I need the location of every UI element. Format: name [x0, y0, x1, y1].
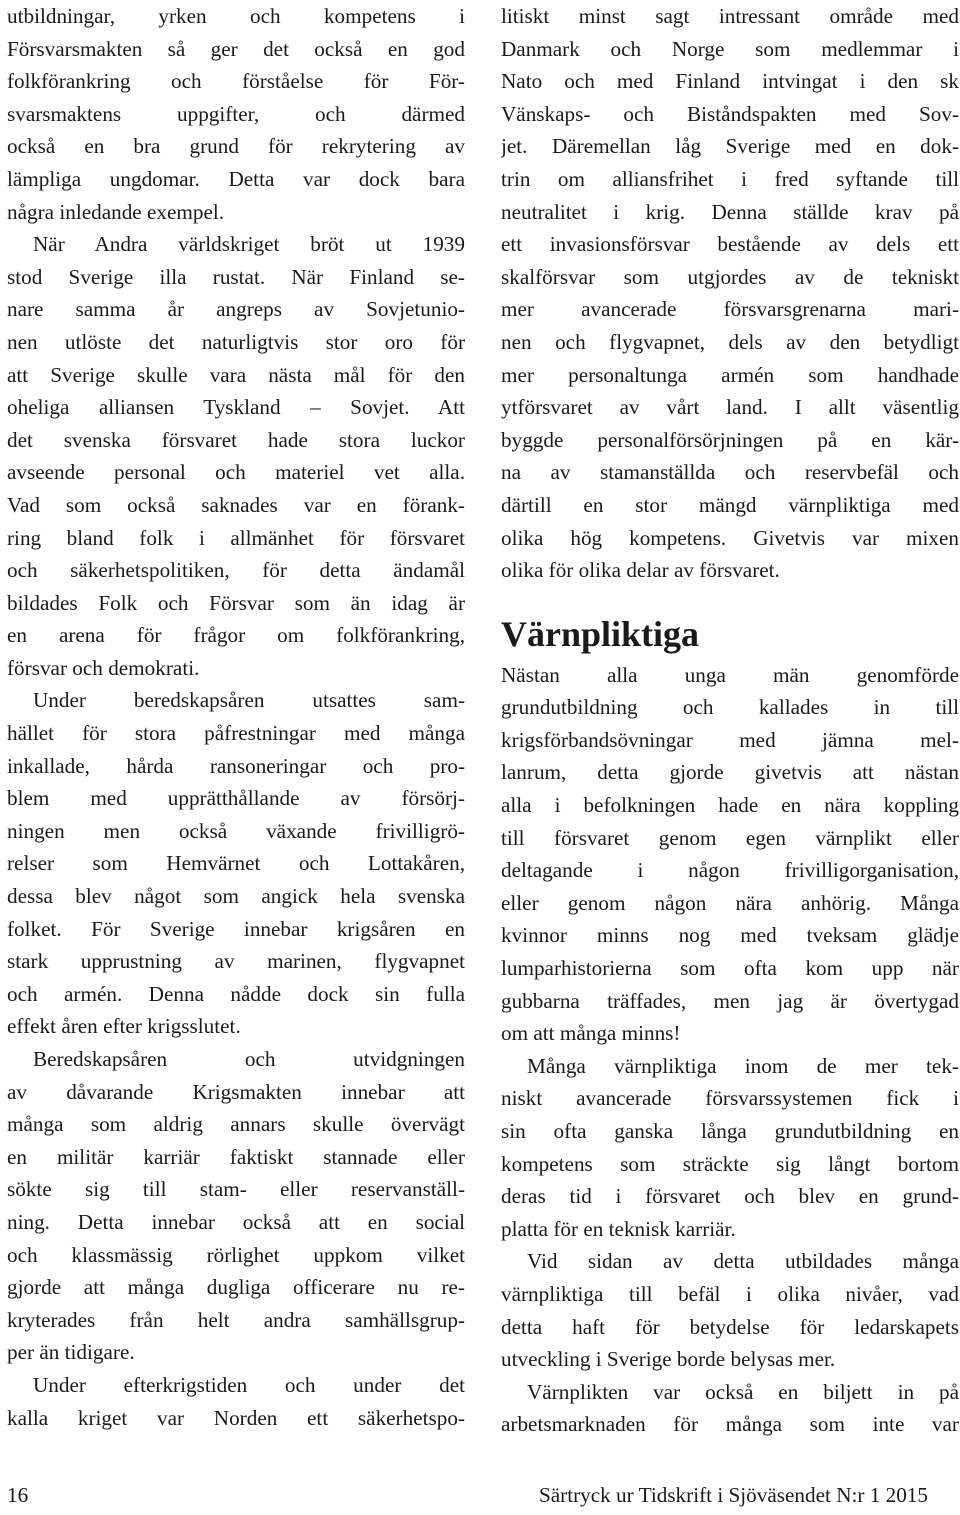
text-line: Beredskapsåren och utvidgningen: [33, 1047, 465, 1071]
text-line: ring bland folk i allmänhet för försvaret: [7, 525, 465, 550]
publication-footer: Särtryck ur Tidskrift i Sjöväsendet N:r 1 2015: [538, 1483, 928, 1507]
text-line: Nästan alla unga män genomförde: [501, 662, 959, 687]
text-line: lämpliga ungdomar. Detta var dock bara: [7, 166, 465, 191]
text-line: och säkerhetspolitiken, för detta ändamål: [7, 558, 465, 583]
text-line: oheliga alliansen Tyskland – Sovjet. Att: [7, 395, 465, 420]
text-line: trin om alliansfrihet i fred syftande till: [501, 166, 959, 191]
text-line: nen och flygvapnet, dels av den betydligt: [501, 329, 959, 354]
text-line: folket. För Sverige innebar krigsåren en: [7, 916, 465, 941]
text-line: utveckling i Sverige borde belysas mer.: [501, 1347, 836, 1372]
text-line: litiskt minst sagt intressant område med: [501, 4, 959, 28]
text-line: detta haft för betydelse för ledarskapets: [501, 1314, 959, 1339]
text-line: ningen men också växande frivilligrö-: [7, 818, 465, 843]
text-line: inkallade, hårda ransoneringar och pro-: [7, 753, 465, 778]
text-line: Många värnpliktiga inom de mer tek-: [527, 1053, 959, 1078]
text-line: effekt åren efter krigsslutet.: [7, 1014, 241, 1039]
text-line: dessa blev något som angick hela svenska: [7, 884, 465, 909]
text-line: olika hög kompetens. Givetvis var mixen: [501, 525, 959, 550]
text-line: niskt avancerade försvarssystemen fick i: [501, 1086, 959, 1111]
text-line: Vid sidan av detta utbildades många: [527, 1249, 959, 1274]
text-line: olika för olika delar av försvaret.: [501, 558, 780, 583]
text-line: ett invasionsförsvar bestående av dels ett: [501, 232, 959, 257]
text-line: det svenska försvaret hade stora luckor: [7, 427, 465, 452]
text-line: kvinnor minns nog med tveksam glädje: [501, 923, 959, 948]
text-line: lanrum, detta gjorde givetvis att nästan: [501, 760, 959, 785]
right-column-body-top: [501, 0, 959, 587]
text-line: ning. Detta innebar också att en social: [7, 1209, 465, 1234]
left-text-column: [7, 0, 465, 1434]
page-number: 16: [7, 1483, 29, 1507]
right-column-body-bottom: [501, 659, 959, 1441]
text-line: till försvaret genom egen värnplikt eller: [501, 825, 959, 850]
text-line: mer personaltunga armén som handhade: [501, 362, 959, 387]
text-line: Vad som också saknades var en förank-: [7, 492, 465, 517]
text-line: Under beredskapsåren utsattes sam-: [33, 688, 465, 713]
text-line: grundutbildning och kallades in till: [501, 695, 959, 720]
text-line: gubbarna träffades, men jag är övertygad: [501, 988, 959, 1013]
text-line: ytförsvaret av vårt land. I allt väsentlig: [501, 395, 959, 420]
text-line: krigsförbandsövningar med jämna mel-: [501, 727, 959, 752]
text-line: och klassmässig rörlighet uppkom vilket: [7, 1242, 465, 1267]
text-line: relser som Hemvärnet och Lottakåren,: [7, 851, 465, 876]
text-line: lumparhistorierna som ofta kom upp när: [501, 956, 959, 981]
text-line: neutralitet i krig. Denna ställde krav på: [501, 199, 959, 224]
text-line: jet. Däremellan låg Sverige med en dok-: [501, 134, 959, 159]
text-line: Danmark och Norge som medlemmar i: [501, 36, 959, 61]
text-line: om att många minns!: [501, 1021, 681, 1046]
text-line: Nato och med Finland intvingat i den sk: [501, 69, 959, 94]
text-line: kryterades från helt andra samhällsgrup-: [7, 1307, 465, 1332]
text-line: svarsmaktens uppgifter, och därmed: [7, 101, 465, 126]
text-line: av dåvarande Krigsmakten innebar att: [7, 1079, 465, 1104]
text-line: nare samma år angreps av Sovjetunio-: [7, 297, 465, 322]
text-line: att Sverige skulle vara nästa mål för den: [7, 362, 465, 387]
text-line: en militär karriär faktiskt stannade eller: [7, 1144, 465, 1169]
text-line: gjorde att många dugliga officerare nu re-: [7, 1275, 465, 1300]
text-line: deras tid i försvaret och blev en grund-: [501, 1184, 959, 1209]
text-line: sin ofta ganska långa grundutbildning en: [501, 1119, 959, 1143]
section-heading: Värnpliktiga: [501, 613, 700, 654]
text-line: Värnplikten var också en biljett in på: [527, 1379, 959, 1404]
text-line: värnpliktiga till befäl i olika nivåer, vad: [501, 1281, 959, 1306]
right-text-column: [501, 0, 959, 1441]
text-line: också en bra grund för rekrytering av: [7, 134, 465, 159]
text-line: deltagande i någon frivilligorganisation,: [501, 858, 959, 883]
text-line: arbetsmarknaden för många som inte var: [501, 1412, 959, 1437]
text-line: bildades Folk och Försvar som än idag är: [7, 590, 465, 615]
text-line: utbildningar, yrken och kompetens i: [7, 4, 465, 28]
text-line: försvar och demokrati.: [7, 655, 200, 680]
text-line: stark upprustning av marinen, flygvapnet: [7, 949, 465, 974]
text-line: per än tidigare.: [7, 1340, 135, 1365]
text-line: folkförankring och förståelse för För-: [7, 69, 465, 94]
text-line: och armén. Denna nådde dock sin fulla: [7, 981, 465, 1006]
text-line: många som aldrig annars skulle övervägt: [7, 1112, 465, 1137]
text-line: hället för stora påfrestningar med många: [7, 721, 465, 746]
text-line: alla i befolkningen hade en nära koppling: [501, 793, 959, 818]
text-line: kalla kriget var Norden ett säkerhetspo-: [7, 1405, 465, 1430]
text-line: När Andra världskriget bröt ut 1939: [33, 232, 465, 257]
text-line: stod Sverige illa rustat. När Finland se-: [7, 264, 465, 289]
text-line: en arena för frågor om folkförankring,: [7, 623, 465, 648]
text-line: sökte sig till stam- eller reservanställ-: [7, 1177, 465, 1202]
text-line: blem med upprätthållande av försörj-: [7, 786, 465, 811]
text-line: byggde personalförsörjningen på en kär-: [501, 427, 959, 452]
text-line: na av stamanställda och reservbefäl och: [501, 460, 959, 485]
text-line: några inledande exempel.: [7, 199, 225, 224]
text-line: Under efterkrigstiden och under det: [33, 1372, 465, 1397]
text-line: nen utlöste det naturligtvis stor oro för: [7, 329, 465, 354]
text-line: därtill en stor mängd värnpliktiga med: [501, 492, 959, 517]
text-line: Vänskaps- och Biståndspakten med Sov-: [501, 101, 959, 126]
text-line: avseende personal och materiel vet alla.: [7, 460, 465, 485]
text-line: kompetens som sträckte sig långt bortom: [501, 1151, 959, 1176]
text-line: eller genom någon nära anhörig. Många: [501, 890, 959, 915]
text-line: platta för en teknisk karriär.: [501, 1216, 736, 1241]
text-line: skalförsvar som utgjordes av de tekniskt: [501, 264, 959, 289]
text-line: Försvarsmakten så ger det också en god: [7, 36, 465, 61]
text-line: mer avancerade försvarsgrenarna mari-: [501, 297, 959, 322]
